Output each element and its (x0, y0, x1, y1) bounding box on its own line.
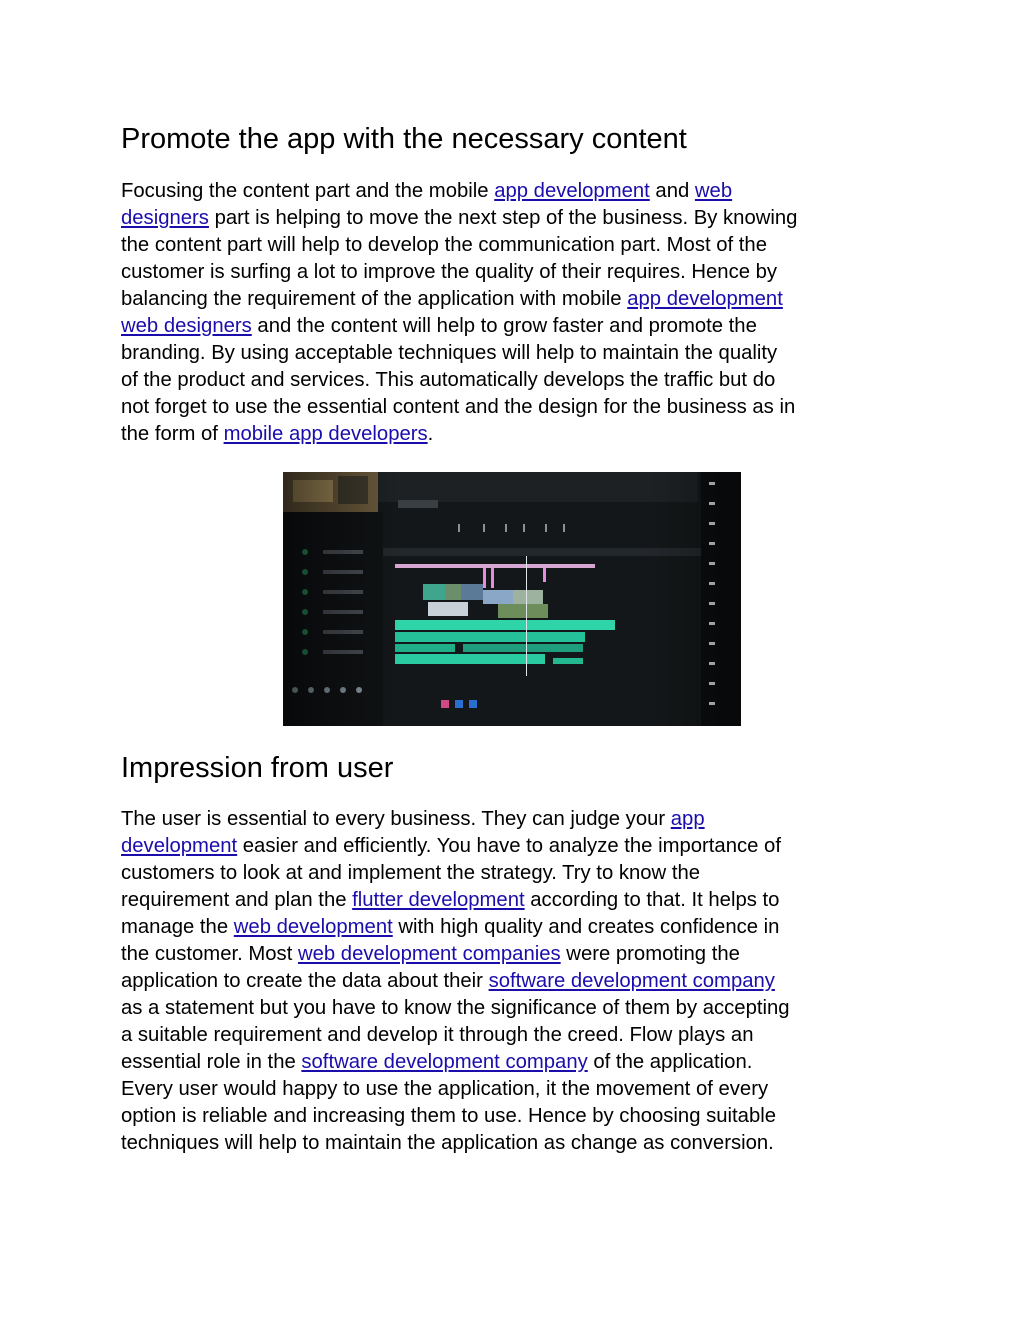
text-line: Focusing the content part and the mobile app development and web (121, 180, 733, 202)
video-editor-illustration (283, 472, 741, 726)
link-app-development-2[interactable]: app development (627, 288, 783, 310)
link-development[interactable]: development (121, 835, 238, 857)
text-line: manage the web development with high quality and creates confidence in (121, 916, 780, 938)
text-line: of the product and services. This automatically develops the traffic but do (121, 369, 776, 391)
text-line: as a statement but you have to know the significance of them by accepting (121, 997, 790, 1019)
link-web[interactable]: web (694, 180, 733, 202)
section-title-impression: Impression from user (121, 752, 394, 784)
text-line: application to create the data about their software development company (121, 970, 775, 992)
link-software-development-company-2[interactable]: software development company (301, 1051, 588, 1073)
text-line: the form of mobile app developers. (121, 423, 434, 445)
text-line: customer is surfing a lot to improve the quality of their requires. Hence by (121, 261, 778, 283)
text-line: requirement and plan the flutter development according to that. It helps to (121, 889, 780, 911)
text-line: the content part will help to develop the communication part. Most of the (121, 234, 767, 256)
paragraph-impression (121, 806, 911, 1157)
link-mobile-app-developers[interactable]: mobile app developers (223, 423, 428, 445)
text-line: essential role in the software development company of the application. (121, 1051, 753, 1073)
section-title-promote: Promote the app with the necessary content (121, 123, 687, 155)
text-line: Every user would happy to use the application, it the movement of every (121, 1078, 769, 1100)
link-web-development[interactable]: web development (233, 916, 393, 938)
text-line: The user is essential to every business. They can judge your app (121, 808, 705, 830)
text-line: branding. By using acceptable techniques will help to maintain the quality (121, 342, 778, 364)
text-line: customers to look at and implement the strategy. Try to know the (121, 862, 701, 884)
link-designers[interactable]: designers (121, 207, 209, 229)
video-editing-photo (283, 472, 741, 726)
text-line: not forget to use the essential content and the design for the business as in (121, 396, 796, 418)
link-software-development-company[interactable]: software development company (488, 970, 775, 992)
link-web-designers[interactable]: web designers (121, 315, 252, 337)
text-line: option is reliable and increasing them to use. Hence by choosing suitable (121, 1105, 777, 1127)
link-app-development[interactable]: app development (494, 180, 650, 202)
link-web-development-companies[interactable]: web development companies (297, 943, 561, 965)
link-app[interactable]: app (670, 808, 705, 830)
link-flutter-development[interactable]: flutter development (352, 889, 525, 911)
text-line: designers part is helping to move the next step of the business. By knowing (121, 207, 798, 229)
text-line: balancing the requirement of the application with mobile app development (121, 288, 783, 310)
text-line: web designers and the content will help to grow faster and promote the (121, 315, 757, 337)
text-line: a suitable requirement and develop it through the creed. Flow plays an (121, 1024, 754, 1046)
text-line: development easier and efficiently. You have to analyze the importance of (121, 835, 781, 857)
text-line: the customer. Most web development companies were promoting the (121, 943, 740, 965)
text-line: techniques will help to maintain the application as change as conversion. (121, 1132, 774, 1154)
paragraph-promote (121, 178, 911, 448)
